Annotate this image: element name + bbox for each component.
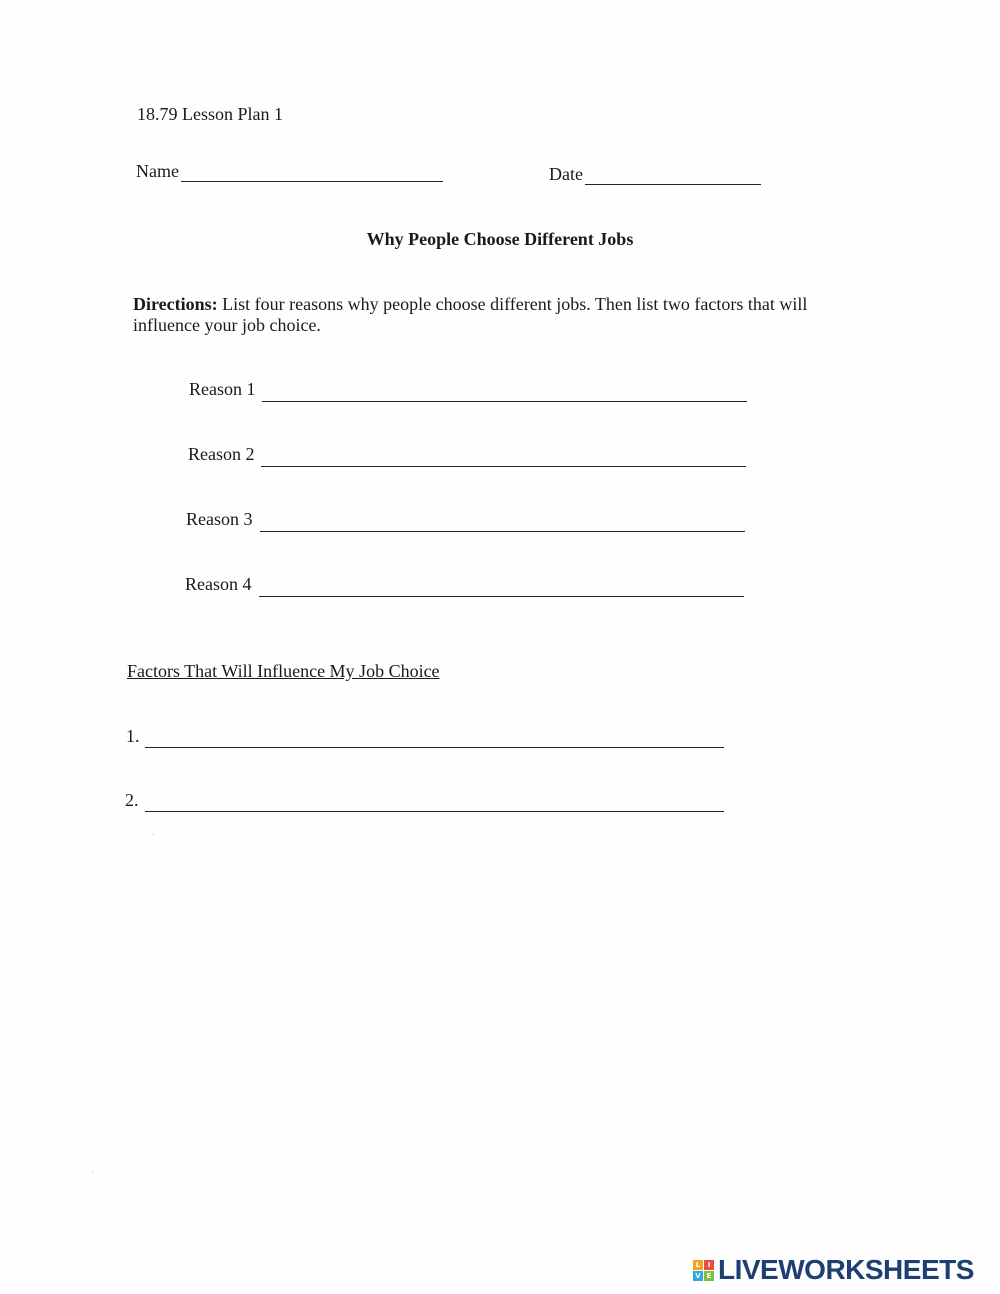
directions xyxy=(133,294,853,336)
lesson-plan-code: 18.79 Lesson Plan 1 xyxy=(137,104,283,124)
reason-3-label: Reason 3 xyxy=(186,509,253,529)
factors-heading: Factors That Will Influence My Job Choice xyxy=(127,661,440,681)
liveworksheets-logo-icon xyxy=(693,1260,714,1281)
logo-tile: V xyxy=(693,1271,703,1281)
liveworksheets-wordmark: LIVEWORKSHEETS xyxy=(718,1254,974,1285)
reason-1-label: Reason 1 xyxy=(189,379,256,399)
reason-2-field[interactable] xyxy=(261,466,746,467)
date-label: Date xyxy=(549,164,583,184)
name-field[interactable] xyxy=(181,181,443,182)
page-title: Why People Choose Different Jobs xyxy=(366,229,634,249)
directions-text: List four reasons why people choose different jobs. Then list two factors that will influence your job choice. xyxy=(133,294,808,335)
factor-2-number: 2. xyxy=(125,790,139,810)
reason-1-field[interactable] xyxy=(262,401,747,402)
logo-tile: E xyxy=(704,1271,714,1281)
reason-4-label: Reason 4 xyxy=(185,574,252,594)
reason-2-label: Reason 2 xyxy=(188,444,255,464)
logo-tile: L xyxy=(693,1260,703,1270)
liveworksheets-brand xyxy=(693,1254,974,1286)
logo-tile: I xyxy=(704,1260,714,1270)
scan-speck xyxy=(152,834,154,835)
scan-speck xyxy=(92,1172,94,1173)
name-label: Name xyxy=(136,161,179,181)
directions-label: Directions: xyxy=(133,294,218,314)
factor-2-field[interactable] xyxy=(145,811,724,812)
reason-3-field[interactable] xyxy=(260,531,745,532)
reason-4-field[interactable] xyxy=(259,596,744,597)
factor-1-field[interactable] xyxy=(145,747,724,748)
date-field[interactable] xyxy=(585,184,761,185)
factor-1-number: 1. xyxy=(126,726,140,746)
